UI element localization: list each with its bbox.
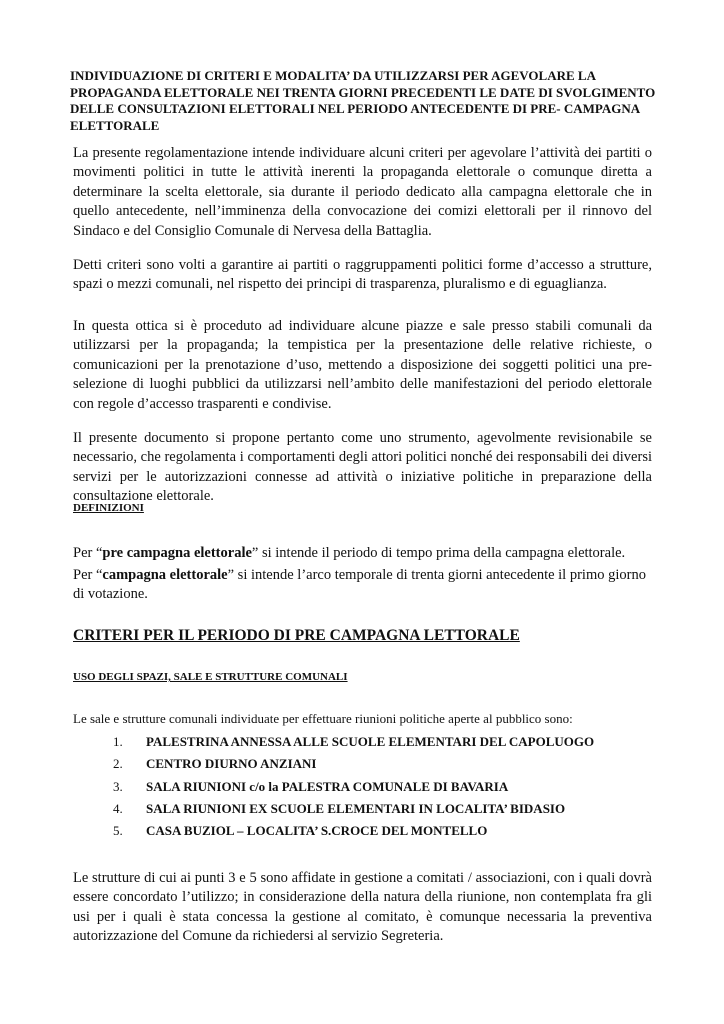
list-item [0,823,724,845]
spaces-intro: Le sale e strutture comunali individuate per effettuare riunioni politiche aperte al pubblico sono: [73,711,573,726]
intro-paragraph: La presente regolamentazione intende individuare alcuni criteri per agevolare l’attività dei partiti o movimenti politici in tutte le attività inerenti la propaganda elettorale o comunque diretta a determinare la scelta elettorale, sia durante il periodo dedicato alla campagna elettorale che in quello antecedente, nell’imminenza della convocazione dei comizi elettorali per il rinnovo del Sindaco e del Consiglio Comunale di Nervesa della Battaglia. [73,145,652,239]
spaces-heading: USO DEGLI SPAZI, SALE E STRUTTURE COMUNALI [73,671,348,683]
definition-suffix: ” si intende l’arco temporale di trenta giorni antecedente il primo giorno di votazione. [73,567,646,603]
definitions-heading: DEFINIZIONI [73,502,144,514]
definition-prefix: Per “ [73,545,103,561]
definition-term: campagna elettorale [102,567,228,583]
definition-campaign [73,566,652,605]
definition-prefix: Per “ [73,567,103,583]
list-item [0,756,724,778]
venue-name: CASA BUZIOL – LOCALITA’ S.CROCE DEL MONTELLO [146,823,488,839]
criteria-heading: CRITERI PER IL PERIODO DI PRE CAMPAGNA LETTORALE [73,627,520,644]
list-item [0,779,724,801]
document-title: INDIVIDUAZIONE DI CRITERI E MODALITA’ DA UTILIZZARSI PER AGEVOLARE LA PROPAGANDA ELETTORALE NEI TRENTA GIORNI PRECEDENTI LE DATE DI SVOLGIMENTO DELLE CONSULTAZIONI ELETTORALI NEL PERIODO ANTECEDENTE DI PRE- CAMPAGNA ELETTORALE [70,68,656,133]
list-number: 5. [113,823,123,839]
criteria-purpose-paragraph: Detti criteri sono volti a garantire ai partiti o raggruppamenti politici forme d’accesso a strutture, spazi o mezzi comunali, nel rispetto dei principi di trasparenza, pluralismo e di eguaglianza. [73,257,652,293]
definition-suffix: ” si intende il periodo di tempo prima della campagna elettorale. [251,545,626,561]
list-number: 4. [113,800,123,816]
definition-term: pre campagna elettorale [102,545,252,561]
list-item [0,734,724,756]
venue-name: SALA RIUNIONI EX SCUOLE ELEMENTARI IN LOCALITA’ BIDASIO [146,800,566,816]
list-number: 2. [113,756,123,772]
venue-name: SALA RIUNIONI c/o la PALESTRA COMUNALE DI BAVARIA [146,778,509,794]
definition-pre-campaign [73,544,652,563]
list-number: 1. [113,734,123,749]
closing-paragraph: Le strutture di cui ai punti 3 e 5 sono affidate in gestione a comitati / associazioni, con i quali dovrà essere concordato l’utilizzo; in considerazione della natura della riunione, non contemplata fra gli usi per i quali è stata concessa la gestione al comitato, è comunque necessaria la preventiva autorizzazione del Comune da richiedersi al servizio Segreteria. [73,870,652,945]
approach-paragraph: In questa ottica si è proceduto ad individuare alcune piazze e sale presso stabili comunali da utilizzarsi per la propaganda; la tempistica per la presentazione delle relative richieste, o comunicazioni per la prenotazione d’uso, mettendo a disposizione dei soggetti politici una pre-selezione di luoghi pubblici da utilizzarsi nell’ambito delle manifestazioni del periodo elettorale con regole d’accesso trasparenti e condivise. [73,318,652,412]
list-item [0,801,724,823]
venue-list [0,734,724,845]
venue-name: CENTRO DIURNO ANZIANI [146,756,317,772]
document-purpose-paragraph: Il presente documento si propone pertanto come uno strumento, agevolmente revisionabile se necessario, che regolamenta i comportamenti degli attori politici nonché dei responsabili dei diversi servizi per le autorizzazioni connesse ad attività o iniziative politiche in preparazione della consultazione elettorale. [73,430,652,505]
venue-name: PALESTRINA ANNESSA ALLE SCUOLE ELEMENTARI DEL CAPOLUOGO [146,734,595,749]
list-number: 3. [113,778,123,794]
